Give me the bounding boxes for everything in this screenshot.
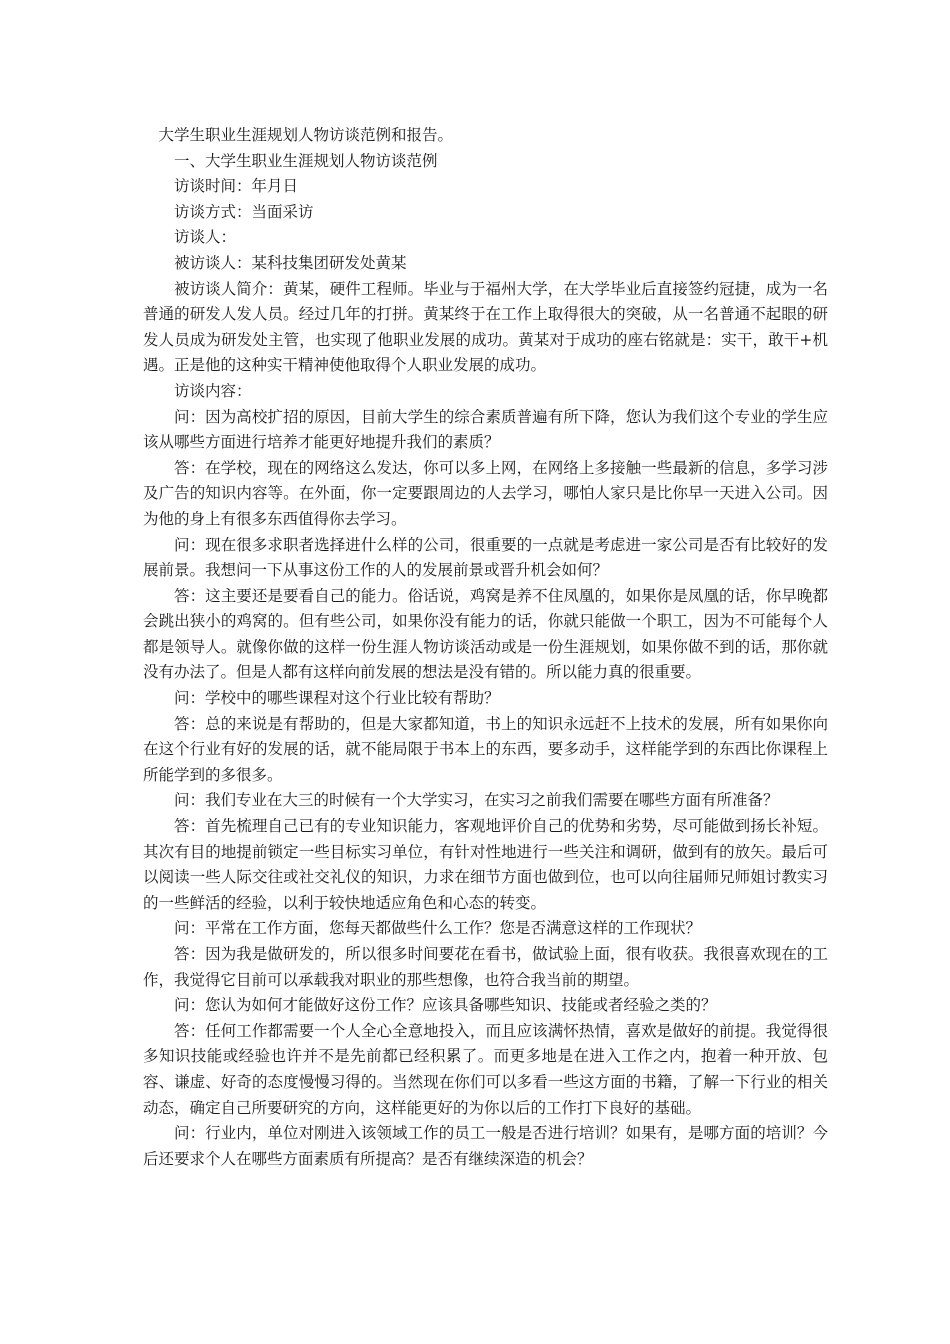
interviewee: 被访谈人：某科技集团研发处黄某 <box>174 253 407 272</box>
question-paragraph: 问：您认为如何才能做好这份工作？应该具备哪些知识、技能或者经验之类的？ <box>174 996 717 1015</box>
document-body <box>143 123 828 1172</box>
answer-paragraph: 答：这主要还是要看自己的能力。俗话说，鸡窝是养不住凤凰的，如果你是凤凰的话，你早晚都会跳出狭小的鸡窝的。但有些公司，如果你没有能力的话，你就只能做一个职工，因为不可能每个人都是领导人。就像你做的这样一份生涯人物访谈活动或是一份生涯规划，如果你做不到的话，那你就没有办法了。但是人都有这样向前发展的想法是没有错的。所以能力真的很重要。 <box>143 586 828 682</box>
document-title: 大学生职业生涯规划人物访谈范例和报告。 <box>158 126 454 144</box>
question-paragraph: 问：平常在工作方面，您每天都做些什么工作？您是否满意这样的工作现状？ <box>174 919 702 938</box>
question-paragraph: 问：因为高校扩招的原因，目前大学生的综合素质普遍有所下降，您认为我们这个专业的学生应该从哪些方面进行培养才能更好地提升我们的素质？ <box>143 407 828 452</box>
answer-paragraph: 答：首先梳理自己已有的专业知识能力，客观地评价自己的优势和劣势，尽可能做到扬长补短。其次有目的地提前锁定一些目标实习单位，有针对性地进行一些关注和调研，做到有的放矢。最后可以阅读一些人际交往或社交礼仪的知识，力求在细节方面也做到位，也可以向往届师兄师姐讨教实习的一些鲜活的经验，以利于较快地适应角色和心态的转变。 <box>143 817 828 912</box>
section-heading: 一、大学生职业生涯规划人物访谈范例 <box>174 151 438 170</box>
interview-method: 访谈方式：当面采访 <box>174 202 314 221</box>
answer-paragraph: 答：因为我是做研发的，所以很多时间要花在看书，做试验上面，很有收获。我很喜欢现在的工作，我觉得它目前可以承载我对职业的那些想像，也符合我当前的期望。 <box>143 945 828 989</box>
question-paragraph: 问：行业内，单位对刚进入该领域工作的员工一般是否进行培训？如果有，是哪方面的培训？今后还要求个人在哪些方面素质有所提高？是否有继续深造的机会？ <box>143 1124 828 1168</box>
answer-paragraph: 答：任何工作都需要一个人全心全意地投入，而且应该满怀热情，喜欢是做好的前提。我觉得很多知识技能或经验也许并不是先前都已经积累了。而更多地是在进入工作之内，抱着一种开放、包容、谦虚、好奇的态度慢慢习得的。当然现在你们可以多看一些这方面的书籍，了解一下行业的相关动态，确定自己所要研究的方向，这样能更好的为你以后的工作打下良好的基础。 <box>143 1021 828 1117</box>
question-paragraph: 问：我们专业在大三的时候有一个大学实习，在实习之前我们需要在哪些方面有所准备？ <box>174 791 779 810</box>
question-paragraph: 问：现在很多求职者选择进什么样的公司，很重要的一点就是考虑进一家公司是否有比较好的发展前景。我想问一下从事这份工作的人的发展前景或晋升机会如何？ <box>143 535 828 580</box>
answer-paragraph: 答：总的来说是有帮助的，但是大家都知道，书上的知识永远赶不上技术的发展，所有如果你向在这个行业有好的发展的话，就不能局限于书本上的东西，要多动手，这样能学到的东西比你课程上所能学到的多很多。 <box>143 714 828 784</box>
answer-paragraph: 答：在学校，现在的网络这么发达，你可以多上网，在网络上多接触一些最新的信息，多学习涉及广告的知识内容等。在外面，你一定要跟周边的人去学习，哪怕人家只是比你早一天进入公司。因为他的身上有很多东西值得你去学习。 <box>143 458 828 528</box>
interview-time: 访谈时间：年月日 <box>174 177 299 196</box>
question-paragraph: 问：学校中的哪些课程对这个行业比较有帮助？ <box>174 689 500 708</box>
interview-content-heading: 访谈内容： <box>174 381 252 400</box>
interviewee-profile: 被访谈人简介：黄某，硬件工程师。毕业与于福州大学，在大学毕业后直接签约冠捷，成为一名普通的研发人发人员。经过几年的打拼。黄某终于在工作上取得很大的突破，从一名普通不起眼的研发人员成为研发处主管，也实现了他职业发展的成功。黄某对于成功的座右铭就是：实干，敢干+机遇。正是他的这种实干精神使他取得个人职业发展的成功。 <box>143 279 828 375</box>
interviewer: 访谈人： <box>174 228 237 247</box>
